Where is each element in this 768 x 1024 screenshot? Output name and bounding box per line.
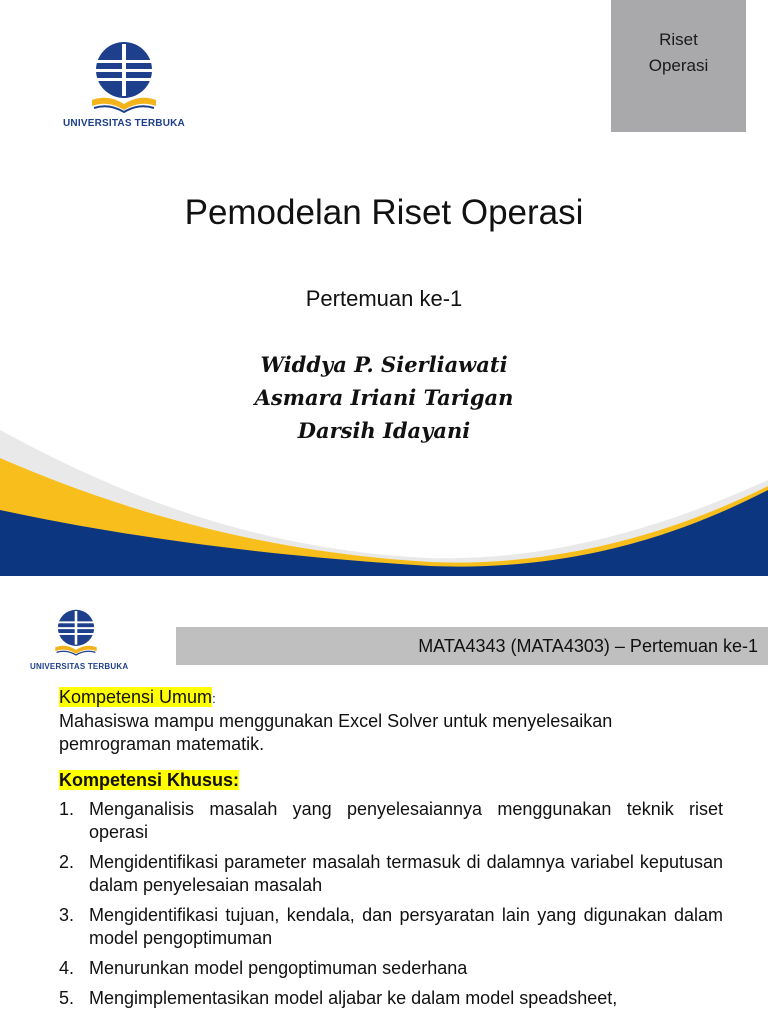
logo-text: UNIVERSITAS TERBUKA [30,662,129,671]
general-competency-label [59,686,723,710]
content-slide [0,576,768,1024]
list-item-text: Mengidentifikasi tujuan, kendala, dan persyaratan lain yang digunakan dalam model pengoptimuman [89,905,723,948]
list-item [59,798,723,844]
list-item-number: 5. [59,988,75,1008]
decorative-wave [0,420,768,576]
specific-competency-list [59,798,723,1010]
list-item-text: Mengimplementasikan model aljabar ke dalam model speadsheet, [89,988,618,1008]
author-name: Widdya P. Sierliawati [260,352,508,377]
course-tag-line: Operasi [648,56,709,75]
list-item [59,851,723,897]
list-item-text: Menganalisis masalah yang penyelesaiannya menggunakan teknik riset operasi [89,799,723,842]
list-item [59,987,723,1010]
list-item [59,957,723,980]
list-item-number: 4. [59,958,75,978]
university-logo [62,40,186,135]
course-tag-line: Riset [659,30,698,49]
general-competency-text: Mahasiswa mampu menggunakan Excel Solver untuk menyelesaikan pemrograman matematik. [59,711,613,754]
general-competency-heading: Kompetensi Umum [59,687,213,707]
university-emblem-icon [54,606,98,660]
author-name: Asmara Iriani Tarigan [254,385,514,410]
specific-competency-label [59,769,723,792]
list-item [59,904,723,950]
author-name: Darsih Idayani [297,418,471,443]
course-header-bar: MATA4343 (MATA4303) – Pertemuan ke-1 [176,627,768,665]
slide-title: Pemodelan Riset Operasi [184,193,584,232]
slide-subtitle: Pertemuan ke-1 [305,286,463,311]
list-item-number: 3. [59,905,75,925]
logo-text: UNIVERSITAS TERBUKA [63,118,185,129]
list-item-text: Mengidentifikasi parameter masalah termasuk di dalamnya variabel keputusan dalam penyelesaian masalah [89,852,723,895]
competency-content [59,686,723,1017]
specific-competency-heading: Kompetensi Khusus: [59,770,240,790]
university-logo [30,606,129,672]
university-emblem-icon [90,40,158,116]
list-item-number: 1. [59,799,75,819]
list-item-number: 2. [59,852,75,872]
course-tag-box [611,0,746,132]
heading-colon: : [212,691,216,706]
list-item-text: Menurunkan model pengoptimuman sederhana [89,958,468,978]
